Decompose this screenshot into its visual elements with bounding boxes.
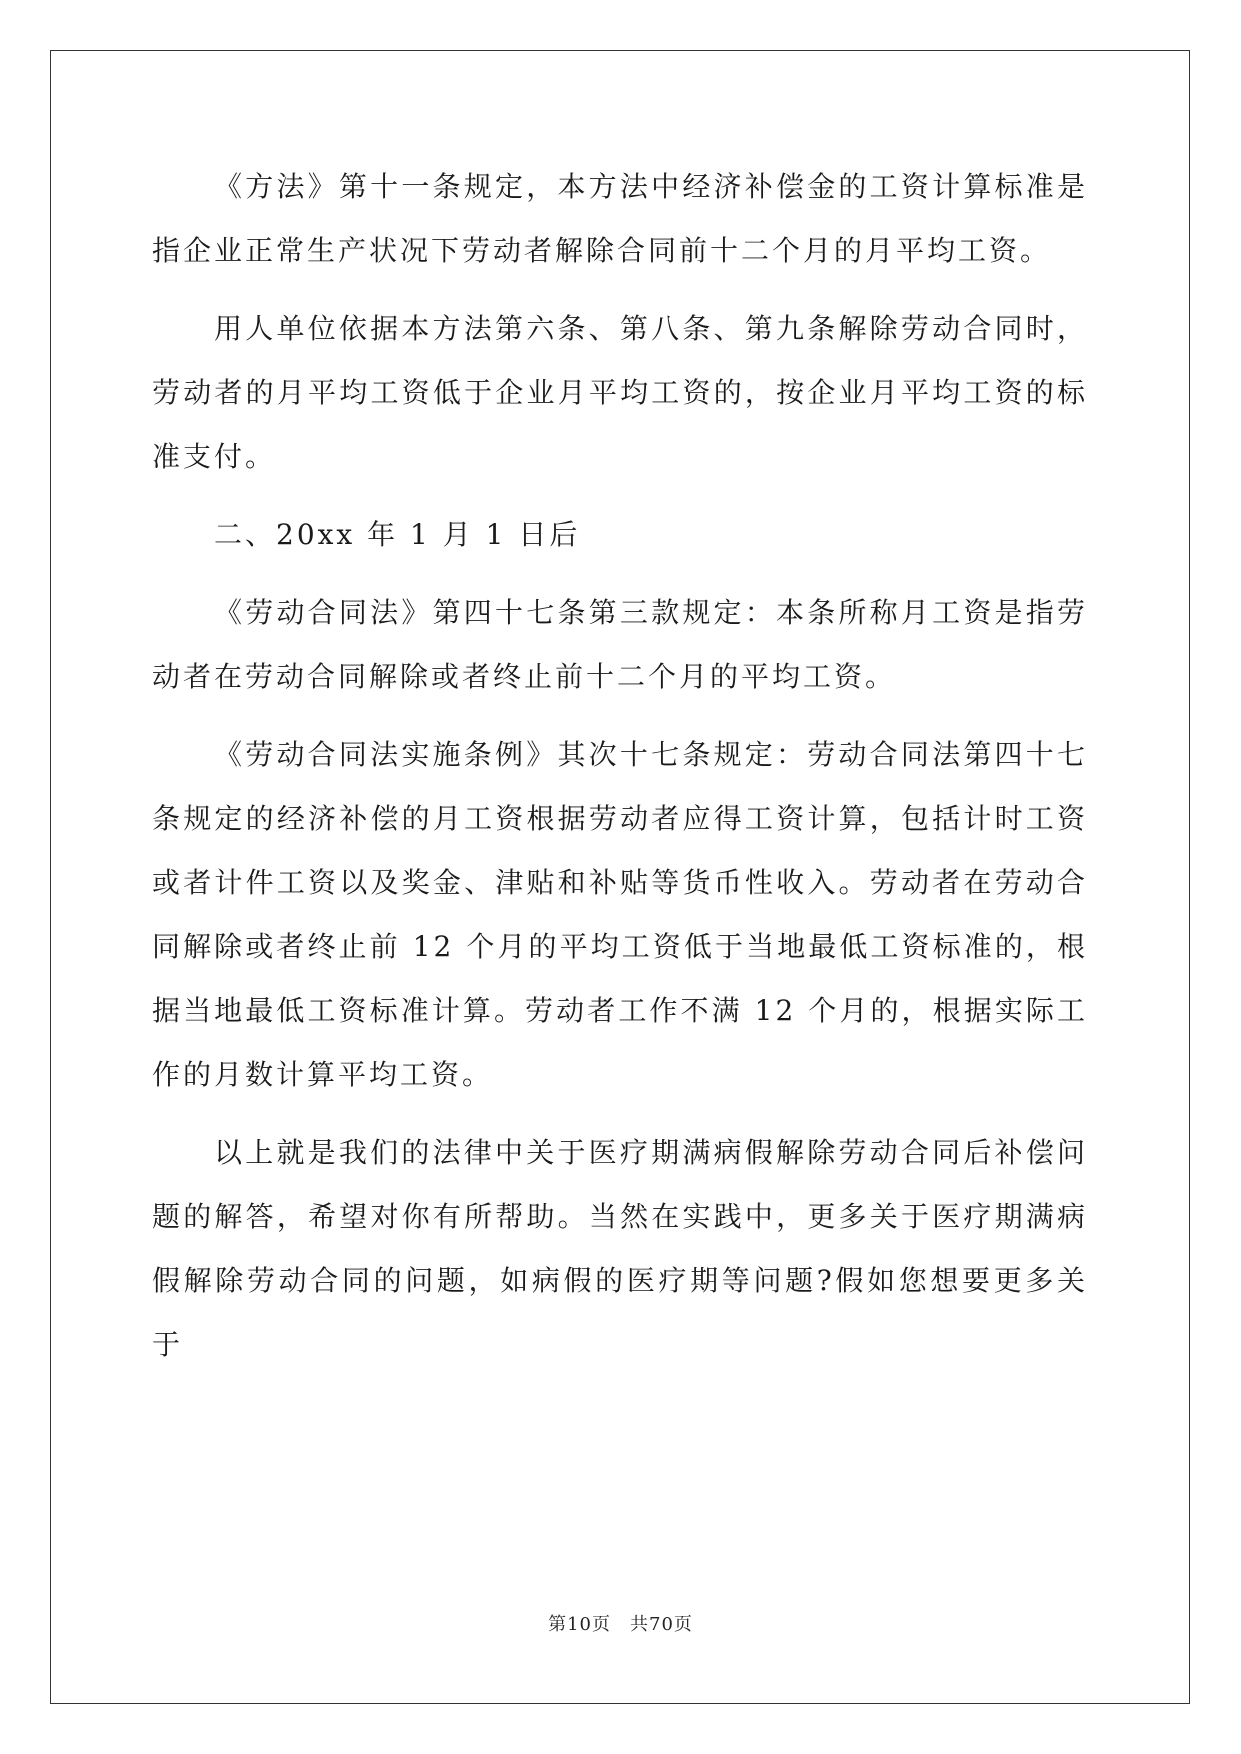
page-footer: 第10页 共70页 xyxy=(548,1614,693,1635)
section-heading: 二、20xx 年 1 月 1 日后 xyxy=(214,518,581,551)
paragraph-1: 《方法》第十一条规定，本方法中经济补偿金的工资计算标准是指企业正常生产状况下劳动者解除合同前十二个月的月平均工资。 xyxy=(152,170,1088,267)
paragraph-3: 《劳动合同法》第四十七条第三款规定：本条所称月工资是指劳动者在劳动合同解除或者终止前十二个月的平均工资。 xyxy=(152,596,1088,693)
paragraph-2: 用人单位依据本方法第六条、第八条、第九条解除劳动合同时，劳动者的月平均工资低于企业月平均工资的，按企业月平均工资的标准支付。 xyxy=(152,312,1088,473)
paragraph-5: 以上就是我们的法律中关于医疗期满病假解除劳动合同后补偿问题的解答，希望对你有所帮助。当然在实践中，更多关于医疗期满病假解除劳动合同的问题，如病假的医疗期等问题?假如您想要更多关于 xyxy=(152,1136,1088,1361)
document-body xyxy=(152,155,1088,1391)
paragraph-4: 《劳动合同法实施条例》其次十七条规定：劳动合同法第四十七条规定的经济补偿的月工资根据劳动者应得工资计算，包括计时工资或者计件工资以及奖金、津贴和补贴等货币性收入。劳动者在劳动合同解除或者终止前 12 个月的平均工资低于当地最低工资标准的，根据当地最低工资标准计算。劳动者工作不满 12 个月的，根据实际工作的月数计算平均工资。 xyxy=(152,738,1088,1091)
